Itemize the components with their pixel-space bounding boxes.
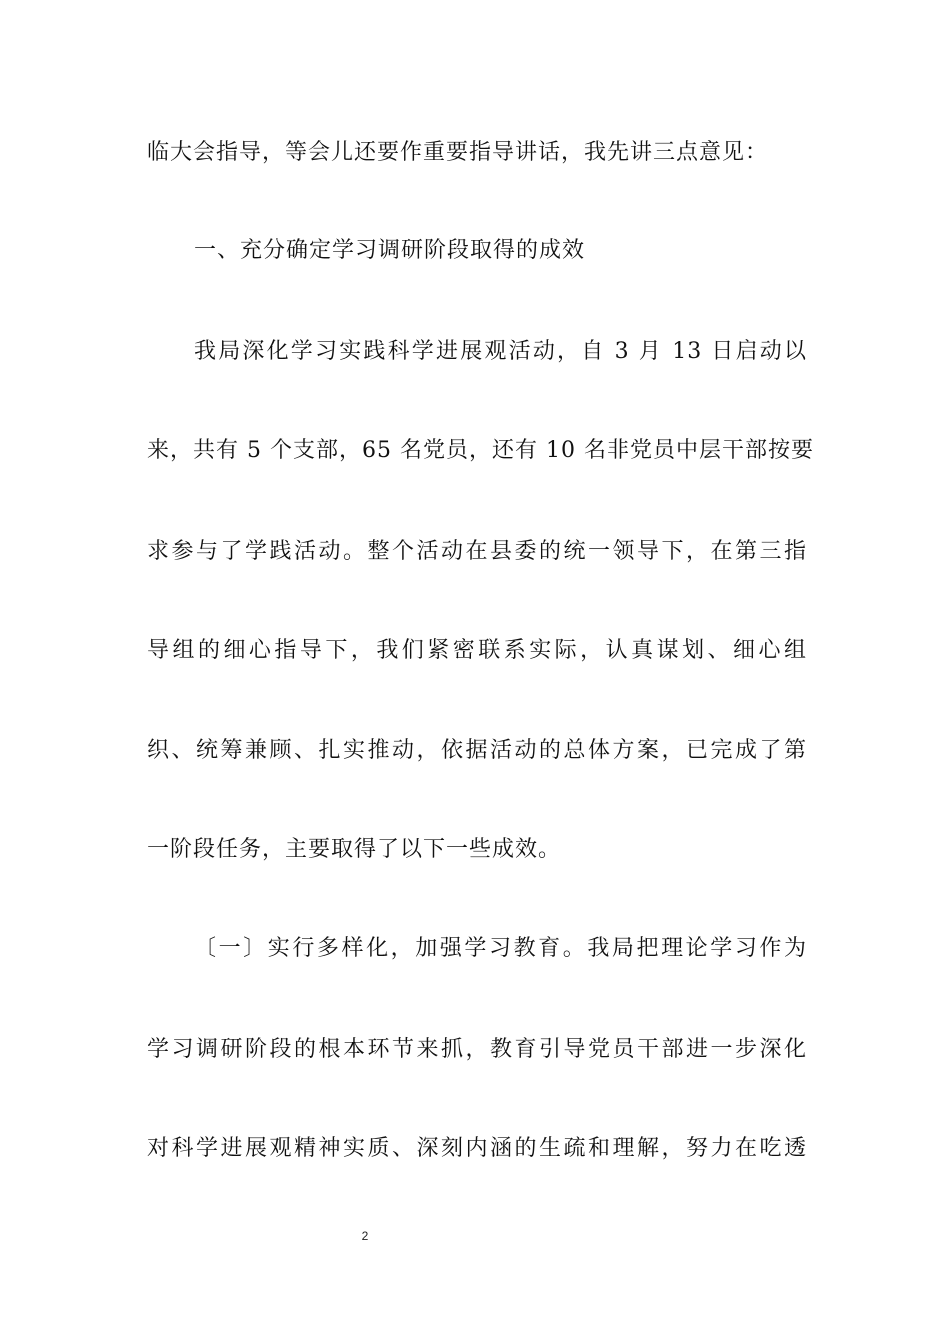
page-number: 2 [361, 1229, 369, 1243]
subsection-line-3: 对科学进展观精神实质、深刻内涵的生疏和理解，努力在吃透 [147, 1136, 807, 1161]
paragraph-line-5: 求参与了学践活动。整个活动在县委的统一领导下，在第三指 [147, 539, 807, 564]
paragraph-line-8: 一阶段任务，主要取得了以下一些成效。 [147, 837, 562, 862]
paragraph-line-4: 来，共有 5 个支部，65 名党员，还有 10 名非党员中层干部按要 [147, 438, 814, 463]
subsection-line-2: 学习调研阶段的根本环节来抓，教育引导党员干部进一步深化 [147, 1037, 807, 1062]
paragraph-line-6: 导组的细心指导下，我们紧密联系实际，认真谋划、细心组 [147, 638, 807, 663]
paragraph-line-3: 我局深化学习实践科学进展观活动，自 3 月 13 日启动以 [194, 339, 807, 364]
paragraph-line-1: 临大会指导，等会儿还要作重要指导讲话，我先讲三点意见： [147, 140, 769, 165]
paragraph-line-7: 织、统筹兼顾、扎实推动，依据活动的总体方案，已完成了第 [147, 738, 807, 763]
subsection-line-1: 〔一〕实行多样化，加强学习教育。我局把理论学习作为 [194, 936, 807, 961]
section-heading: 一、充分确定学习调研阶段取得的成效 [194, 238, 586, 263]
